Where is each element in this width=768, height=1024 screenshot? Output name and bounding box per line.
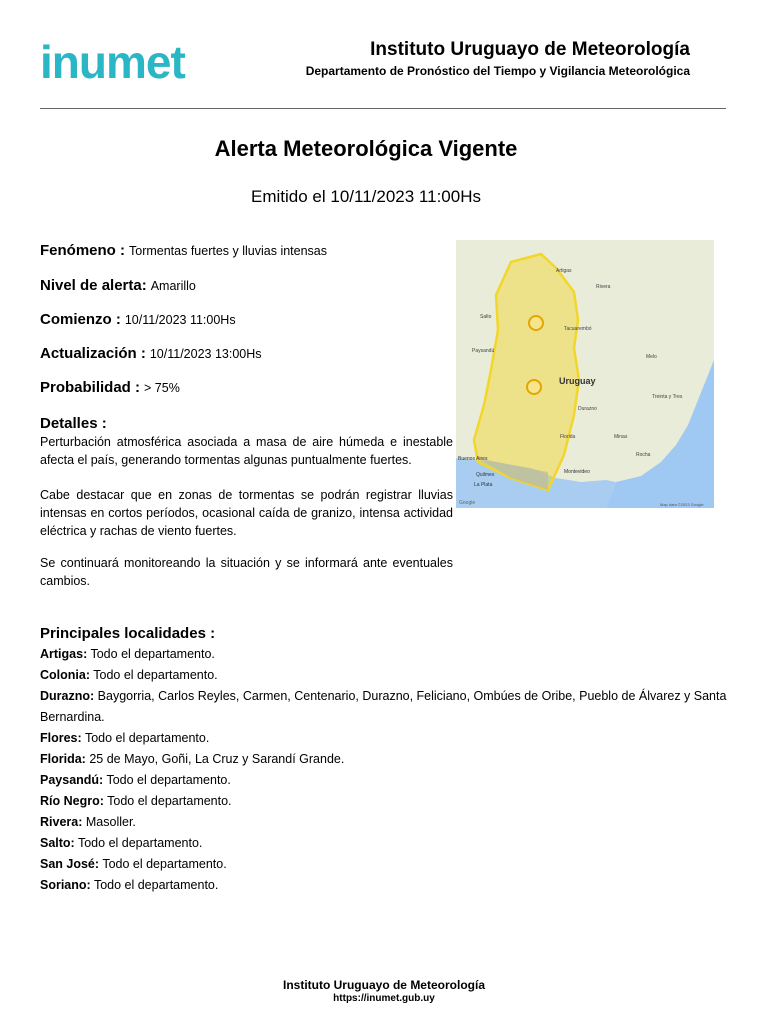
localities-heading: Principales localidades : — [40, 625, 216, 642]
localities-list — [40, 644, 730, 896]
locality-desc: Todo el departamento. — [102, 857, 227, 871]
list-item — [40, 833, 730, 854]
page-title: Alerta Meteorológica Vigente — [214, 136, 518, 161]
locality-dept: Soriano: — [40, 878, 91, 892]
map-attribution: Map data ©2023 Google — [660, 502, 704, 507]
footer-url[interactable]: https://inumet.gub.uy — [333, 993, 435, 1004]
map-city-minas: Minas — [614, 434, 628, 440]
footer-institution: Instituto Uruguayo de Meteorología — [282, 978, 485, 992]
nivel-value: Amarillo — [150, 279, 196, 293]
storm-icon-south — [527, 380, 541, 394]
actualizacion-label: Actualización : — [40, 345, 146, 362]
comienzo-row — [40, 311, 236, 328]
logo-text: inumet — [40, 40, 185, 88]
nivel-row — [40, 277, 196, 294]
list-item — [40, 875, 730, 896]
header-divider — [40, 108, 726, 109]
locality-desc: Todo el departamento. — [107, 794, 232, 808]
locality-desc: Baygorria, Carlos Reyles, Carmen, Centenario, Durazno, Feliciano, Ombúes de Oribe, Pueblo de Álvarez y Santa Bernardina. — [40, 689, 727, 724]
map-city-la-plata: La Plata — [474, 482, 493, 488]
list-item — [40, 665, 730, 686]
map-city-tacuarembo: Tacuarembó — [564, 326, 592, 332]
alert-map — [456, 240, 714, 508]
map-city-quilmes: Quilmes — [476, 472, 495, 478]
locality-dept: Paysandú: — [40, 773, 104, 787]
locality-dept: Flores: — [40, 731, 82, 745]
issued-date: Emitido el 10/11/2023 11:00Hs — [251, 187, 481, 206]
map-city-buenos-aires: Buenos Aires — [458, 456, 488, 462]
list-item — [40, 854, 730, 875]
fenomeno-value: Tormentas fuertes y lluvias intensas — [129, 244, 328, 258]
map-city-montevideo: Montevideo — [564, 469, 590, 475]
institution-title: Instituto Uruguayo de Meteorología — [370, 39, 690, 60]
list-item — [40, 728, 730, 749]
fenomeno-row — [40, 242, 327, 259]
locality-dept: Colonia: — [40, 668, 90, 682]
map-country-label: Uruguay — [559, 376, 596, 386]
locality-dept: San José: — [40, 857, 100, 871]
details-paragraph-3: Se continuará monitoreando la situación y se informará ante eventuales cambios. — [40, 556, 453, 588]
map-city-rocha: Rocha — [636, 452, 651, 458]
map-city-durazno: Durazno — [578, 406, 597, 412]
actualizacion-value: 10/11/2023 13:00Hs — [149, 347, 262, 361]
map-google-label: Google — [459, 500, 476, 506]
locality-dept: Rivera: — [40, 815, 83, 829]
comienzo-label: Comienzo : — [40, 311, 121, 328]
details-heading: Detalles : — [40, 415, 107, 432]
nivel-label: Nivel de alerta: — [40, 277, 147, 294]
map-city-melo: Melo — [646, 354, 657, 360]
locality-desc: Todo el departamento. — [84, 731, 210, 745]
actualizacion-row — [40, 345, 262, 362]
locality-desc: Todo el departamento. — [106, 773, 231, 787]
list-item — [40, 791, 730, 812]
map-city-treinta-y-tres: Treinta y Tres — [652, 394, 683, 400]
probabilidad-label: Probabilidad : — [40, 379, 141, 396]
map-city-artigas: Artigas — [556, 268, 572, 274]
locality-desc: Todo el departamento. — [93, 668, 218, 682]
list-item — [40, 686, 730, 728]
inumet-logo — [40, 40, 200, 90]
storm-icon-north — [529, 316, 543, 330]
locality-dept: Salto: — [40, 836, 75, 850]
map-city-paysandu: Paysandú — [472, 348, 495, 354]
list-item — [40, 644, 730, 665]
map-city-florida: Florida — [560, 434, 576, 440]
probabilidad-value: > 75% — [144, 381, 180, 395]
locality-dept: Río Negro: — [40, 794, 104, 808]
details-paragraph-1: Perturbación atmosférica asociada a masa de aire húmeda e inestable afecta el país, generando tormentas algunas puntualmente fuertes. — [40, 435, 453, 467]
locality-desc: Masoller. — [85, 815, 136, 829]
details-paragraph-2: Cabe destacar que en zonas de tormentas se podrán registrar lluvias intensas en cortos períodos, ocasional caída de granizo, intensa actividad eléctrica y rachas de viento fuertes. — [40, 488, 453, 538]
list-item — [40, 770, 730, 791]
locality-desc: Todo el departamento. — [93, 878, 219, 892]
locality-desc: Todo el departamento. — [90, 647, 215, 661]
probabilidad-row — [40, 379, 180, 396]
locality-dept: Artigas: — [40, 647, 88, 661]
locality-desc: 25 de Mayo, Goñi, La Cruz y Sarandí Grande. — [89, 752, 345, 766]
list-item — [40, 812, 730, 833]
locality-dept: Durazno: — [40, 689, 95, 703]
locality-desc: Todo el departamento. — [77, 836, 203, 850]
department-subtitle: Departamento de Pronóstico del Tiempo y Vigilancia Meteorológica — [305, 64, 690, 78]
fenomeno-label: Fenómeno : — [40, 242, 125, 259]
locality-dept: Florida: — [40, 752, 86, 766]
comienzo-value: 10/11/2023 11:00Hs — [124, 313, 236, 327]
list-item — [40, 749, 730, 770]
map-city-rivera: Rivera — [596, 284, 611, 290]
map-city-salto: Salto — [480, 314, 492, 320]
